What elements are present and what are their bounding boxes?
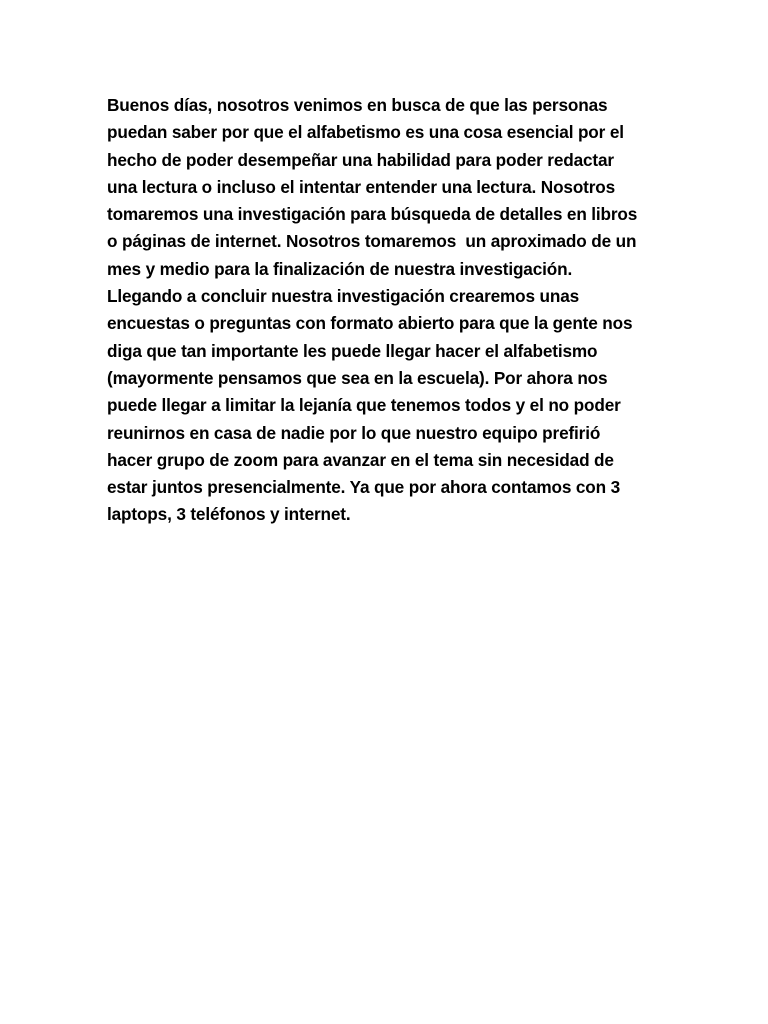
paragraph-line: estar juntos presencialmente. Ya que por ahora contamos con 3 [107, 477, 621, 498]
paragraph-line: hacer grupo de zoom para avanzar en el tema sin necesidad de [107, 449, 614, 470]
paragraph-line: o páginas de internet. Nosotros tomaremos un aproximado de un [107, 231, 637, 252]
paragraph-line: reunirnos en casa de nadie por lo que nuestro equipo prefirió [107, 422, 601, 443]
paragraph-line: encuestas o preguntas con formato abierto para que la gente nos [107, 313, 633, 334]
paragraph-line: laptops, 3 teléfonos y internet. [107, 504, 351, 525]
paragraph-line: (mayormente pensamos que sea en la escuela). Por ahora nos [107, 367, 608, 388]
paragraph-line: mes y medio para la finalización de nuestra investigación. [107, 258, 573, 279]
paragraph-line: una lectura o incluso el intentar entender una lectura. Nosotros [107, 176, 616, 197]
body-paragraph [107, 92, 667, 529]
paragraph-line: diga que tan importante les puede llegar hacer el alfabetismo [107, 340, 598, 361]
paragraph-line: hecho de poder desempeñar una habilidad para poder redactar [107, 149, 614, 170]
paragraph-line: puede llegar a limitar la lejanía que tenemos todos y el no poder [107, 395, 621, 416]
paragraph-line: puedan saber por que el alfabetismo es una cosa esencial por el [107, 122, 624, 143]
paragraph-line: Buenos días, nosotros venimos en busca de que las personas [107, 95, 608, 115]
paragraph-line: tomaremos una investigación para búsqueda de detalles en libros [107, 204, 638, 225]
paragraph-line: Llegando a concluir nuestra investigación crearemos unas [107, 286, 580, 307]
